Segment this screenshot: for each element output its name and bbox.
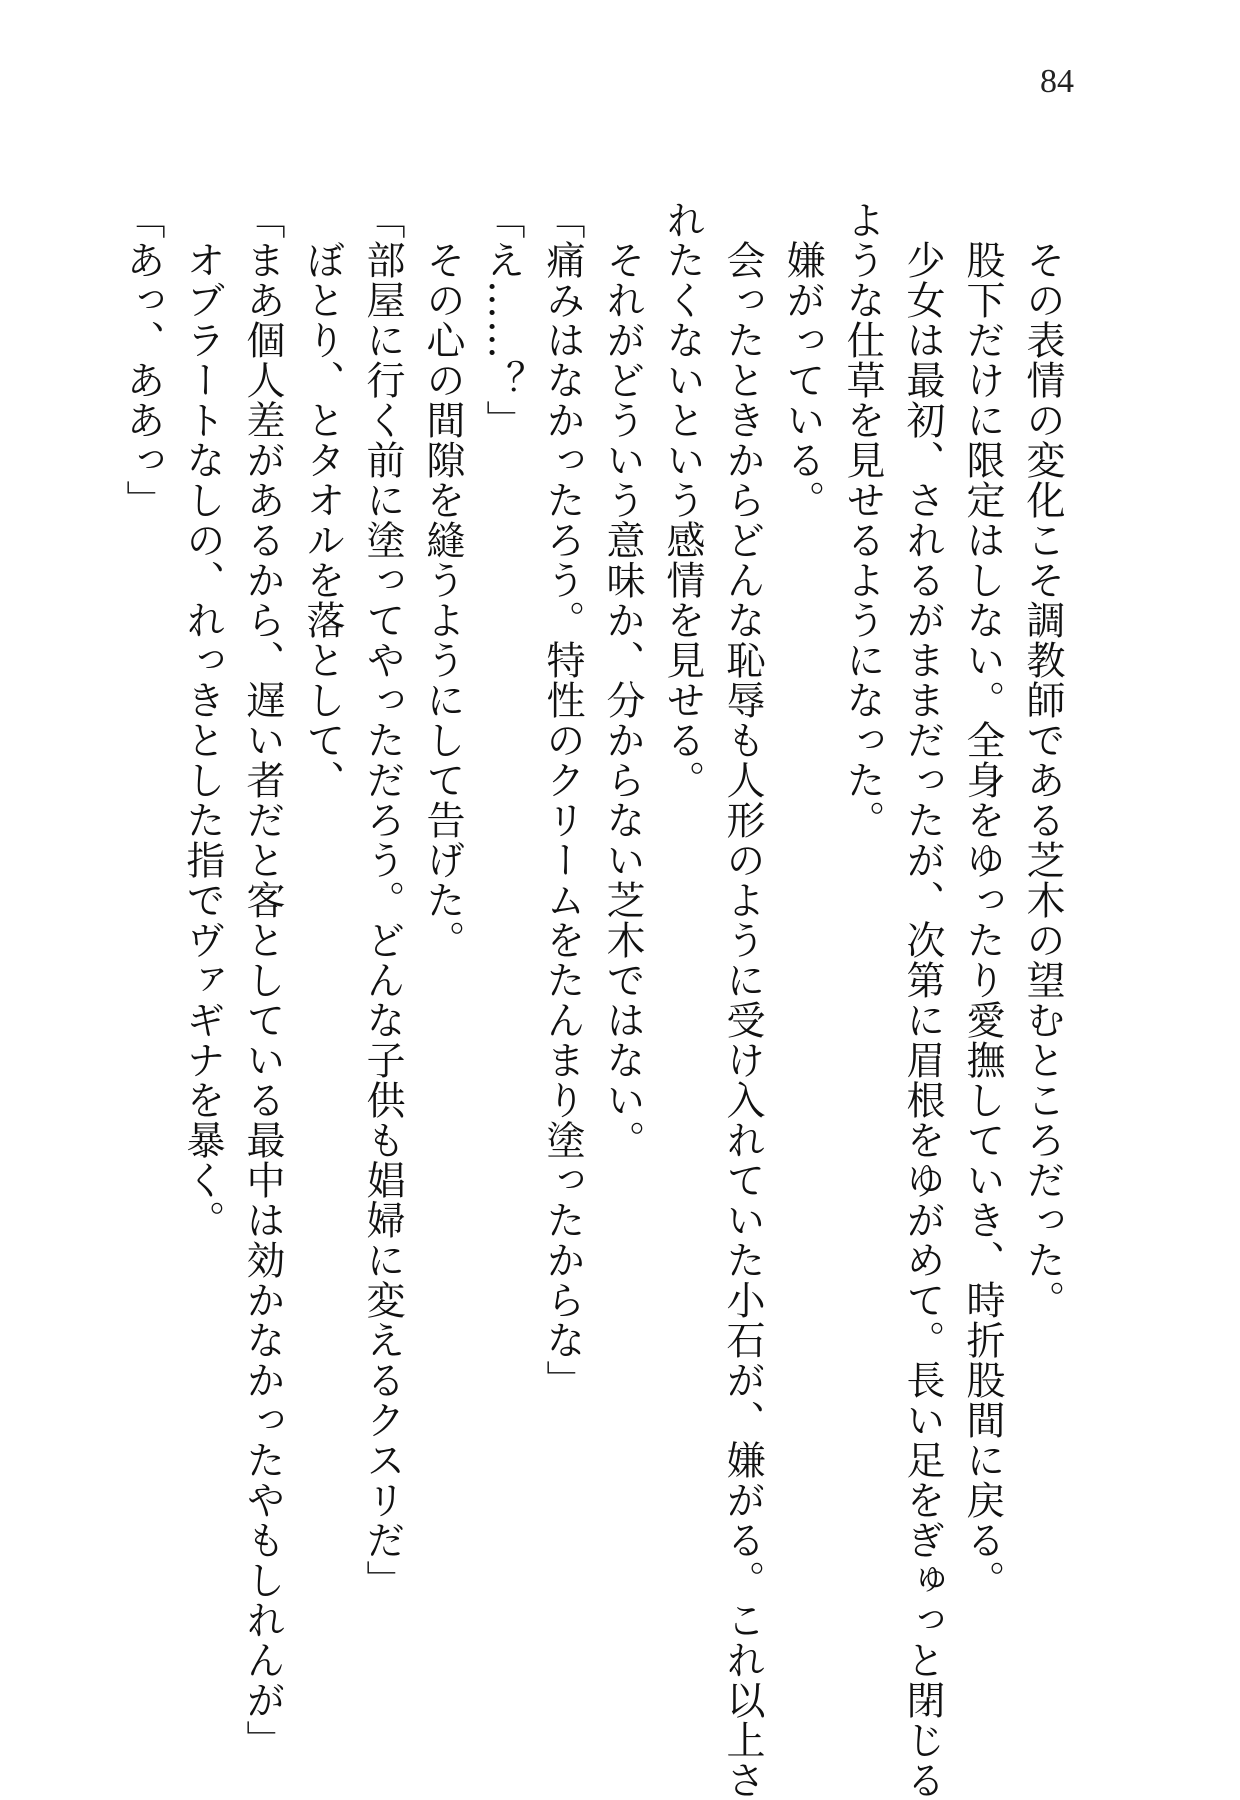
text-line: ぼとり、とタオルを落として、	[300, 200, 345, 800]
text-line: その表情の変化こそ調教師である芝木の望むところだった。	[1020, 200, 1065, 1320]
text-line: その心の間隙を縫うようにして告げた。	[420, 200, 465, 960]
vertical-body-text	[112, 200, 1072, 1800]
dialogue-line: 「え……？」	[480, 200, 525, 440]
dialogue-line: 「あっ、ああっ」	[120, 200, 165, 520]
text-line: 会ったときからどんな恥辱も人形のように受け入れていた小石が、嫌がる。これ以上さ	[720, 200, 765, 1800]
dialogue-line: 「痛みはなかったろう。特性のクリームをたんまり塗ったからな」	[540, 200, 585, 1400]
text-line: ような仕草を見せるようになった。	[840, 200, 885, 840]
text-line: オブラートなしの、れっきとした指でヴァギナを暴く。	[180, 200, 225, 1240]
text-line: れたくないという感情を見せる。	[660, 200, 705, 800]
text-line: 股下だけに限定はしない。全身をゆったり愛撫していき、時折股間に戻る。	[960, 200, 1005, 1600]
text-line: それがどういう意味か、分からない芝木ではない。	[600, 200, 645, 1160]
text-line: 少女は最初、されるがままだったが、次第に眉根をゆがめて。長い足をぎゅっと閉じる	[900, 200, 945, 1800]
text-line: 嫌がっている。	[780, 200, 825, 520]
page-number: 84	[1040, 63, 1074, 100]
dialogue-line: 「部屋に行く前に塗ってやっただろう。どんな子供も娼婦に変えるクスリだ」	[360, 200, 405, 1600]
dialogue-line: 「まあ個人差があるから、遅い者だと客としている最中は効かなかったやもしれんが」	[240, 200, 285, 1760]
